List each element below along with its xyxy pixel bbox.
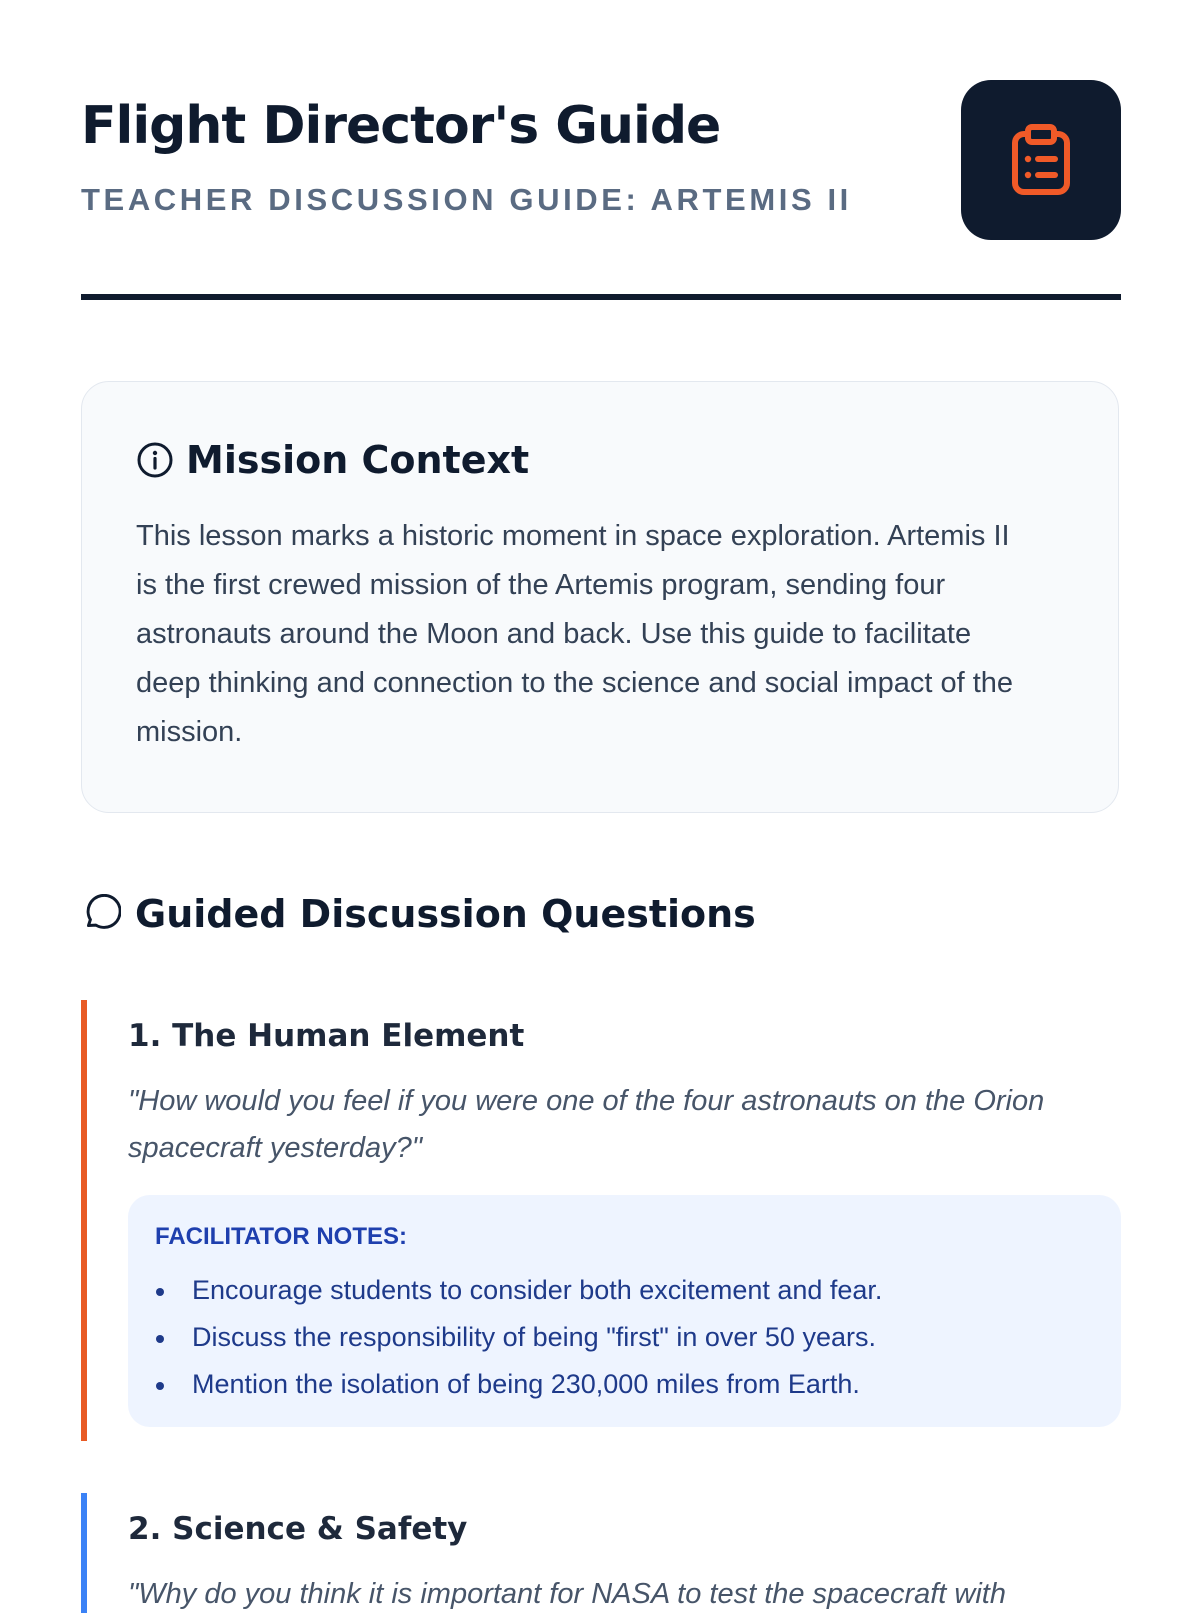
facilitator-note-item: Discuss the responsibility of being "first" in over 50 years. xyxy=(155,1314,1094,1361)
facilitator-note-item: Encourage students to consider both excitement and fear. xyxy=(155,1267,1094,1314)
page-title: Flight Director's Guide xyxy=(81,96,721,156)
question-quote: "How would you feel if you were one of the four astronauts on the Orion spacecraft yesterday?" xyxy=(128,1085,1045,1164)
header-divider xyxy=(81,294,1121,300)
facilitator-notes-list xyxy=(155,1267,1094,1408)
question-title: 1. The Human Element xyxy=(128,1018,525,1054)
clipboard-list-icon xyxy=(1011,124,1071,196)
question-title: 2. Science & Safety xyxy=(128,1511,468,1547)
mission-context-header xyxy=(136,438,529,482)
facilitator-note-item: Mention the isolation of being 230,000 miles from Earth. xyxy=(155,1361,1094,1408)
question-card xyxy=(81,1493,1127,1613)
clipboard-badge xyxy=(961,80,1121,240)
message-circle-icon xyxy=(81,894,121,934)
facilitator-notes-label: FACILITATOR NOTES: xyxy=(155,1223,407,1250)
info-icon xyxy=(136,441,174,479)
mission-context-body: This lesson marks a historic moment in space exploration. Artemis II is the first crewed mission of the Artemis program, sending four astronauts around the Moon and back. Use this guide to facilitate deep thinking and connection to the science and social impact of the mission. xyxy=(136,520,1014,748)
question-quote: "Why do you think it is important for NASA to test the spacecraft with xyxy=(128,1578,1006,1610)
facilitator-notes xyxy=(128,1195,1121,1427)
discussion-section-header xyxy=(81,892,756,936)
question-card xyxy=(81,1000,1127,1441)
mission-context-card xyxy=(81,381,1119,813)
header xyxy=(81,80,1121,240)
page-subtitle: TEACHER DISCUSSION GUIDE: ARTEMIS II xyxy=(81,182,852,217)
discussion-section-title: Guided Discussion Questions xyxy=(135,892,756,936)
mission-context-title: Mission Context xyxy=(186,438,530,482)
